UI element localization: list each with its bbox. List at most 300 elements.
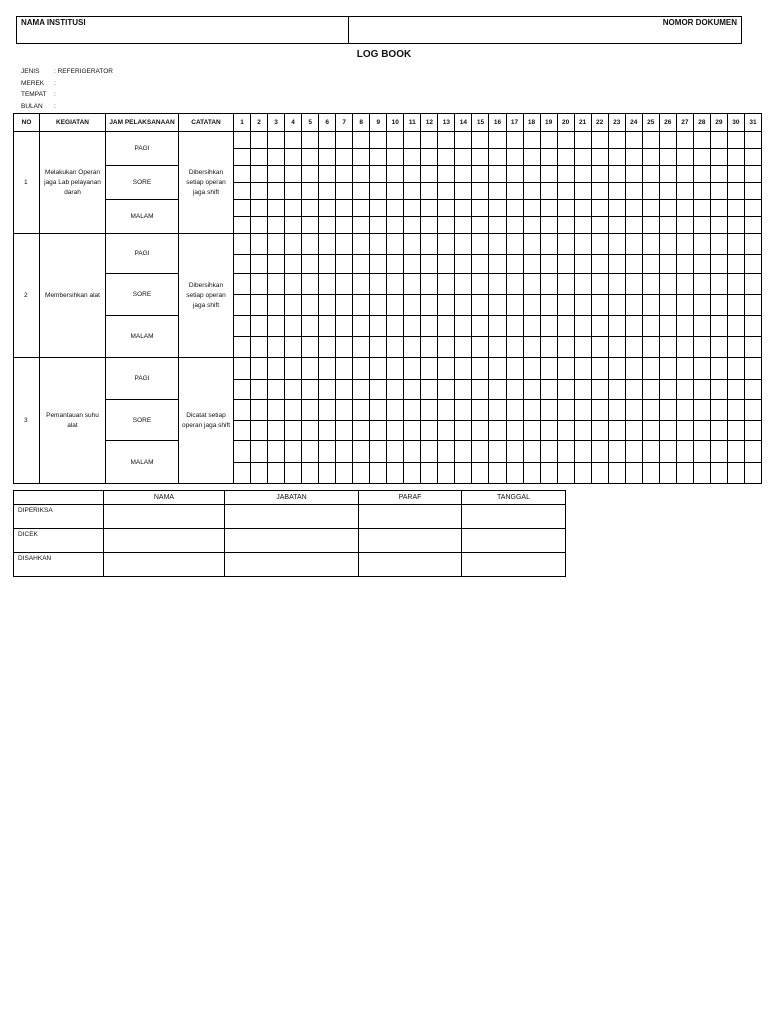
- log-entry-cell[interactable]: [336, 358, 353, 380]
- log-entry-cell[interactable]: [234, 183, 251, 200]
- log-entry-cell[interactable]: [336, 234, 353, 255]
- log-entry-cell[interactable]: [659, 441, 676, 463]
- log-entry-cell[interactable]: [251, 337, 268, 358]
- log-entry-cell[interactable]: [302, 441, 319, 463]
- log-entry-cell[interactable]: [472, 380, 489, 400]
- log-entry-cell[interactable]: [693, 132, 710, 149]
- log-entry-cell[interactable]: [370, 463, 387, 484]
- log-entry-cell[interactable]: [727, 441, 744, 463]
- log-entry-cell[interactable]: [234, 463, 251, 484]
- log-entry-cell[interactable]: [438, 421, 455, 441]
- log-entry-cell[interactable]: [404, 316, 421, 337]
- log-entry-cell[interactable]: [285, 400, 302, 421]
- log-entry-cell[interactable]: [404, 149, 421, 166]
- log-entry-cell[interactable]: [625, 255, 642, 274]
- log-entry-cell[interactable]: [557, 358, 574, 380]
- log-entry-cell[interactable]: [591, 358, 608, 380]
- log-entry-cell[interactable]: [591, 166, 608, 183]
- log-entry-cell[interactable]: [319, 316, 336, 337]
- log-entry-cell[interactable]: [285, 358, 302, 380]
- log-entry-cell[interactable]: [251, 255, 268, 274]
- log-entry-cell[interactable]: [574, 132, 591, 149]
- log-entry-cell[interactable]: [421, 217, 438, 234]
- log-entry-cell[interactable]: [472, 400, 489, 421]
- log-entry-cell[interactable]: [370, 217, 387, 234]
- log-entry-cell[interactable]: [574, 234, 591, 255]
- log-entry-cell[interactable]: [387, 295, 404, 316]
- log-entry-cell[interactable]: [540, 337, 557, 358]
- log-entry-cell[interactable]: [472, 234, 489, 255]
- log-entry-cell[interactable]: [676, 255, 693, 274]
- log-entry-cell[interactable]: [285, 200, 302, 217]
- log-entry-cell[interactable]: [251, 421, 268, 441]
- log-entry-cell[interactable]: [438, 217, 455, 234]
- log-entry-cell[interactable]: [727, 400, 744, 421]
- log-entry-cell[interactable]: [387, 200, 404, 217]
- log-entry-cell[interactable]: [387, 380, 404, 400]
- log-entry-cell[interactable]: [642, 316, 659, 337]
- log-entry-cell[interactable]: [625, 441, 642, 463]
- log-entry-cell[interactable]: [523, 337, 540, 358]
- log-entry-cell[interactable]: [625, 166, 642, 183]
- log-entry-cell[interactable]: [676, 358, 693, 380]
- log-entry-cell[interactable]: [438, 441, 455, 463]
- log-entry-cell[interactable]: [370, 380, 387, 400]
- signature-entry-cell[interactable]: [225, 505, 359, 529]
- log-entry-cell[interactable]: [353, 217, 370, 234]
- log-entry-cell[interactable]: [234, 337, 251, 358]
- log-entry-cell[interactable]: [540, 234, 557, 255]
- log-entry-cell[interactable]: [455, 274, 472, 295]
- log-entry-cell[interactable]: [744, 421, 761, 441]
- log-entry-cell[interactable]: [693, 274, 710, 295]
- log-entry-cell[interactable]: [523, 463, 540, 484]
- log-entry-cell[interactable]: [404, 183, 421, 200]
- signature-entry-cell[interactable]: [462, 553, 566, 577]
- log-entry-cell[interactable]: [489, 255, 506, 274]
- log-entry-cell[interactable]: [676, 337, 693, 358]
- log-entry-cell[interactable]: [693, 337, 710, 358]
- log-entry-cell[interactable]: [574, 441, 591, 463]
- log-entry-cell[interactable]: [659, 132, 676, 149]
- log-entry-cell[interactable]: [659, 234, 676, 255]
- log-entry-cell[interactable]: [608, 255, 625, 274]
- log-entry-cell[interactable]: [472, 132, 489, 149]
- log-entry-cell[interactable]: [574, 421, 591, 441]
- log-entry-cell[interactable]: [302, 255, 319, 274]
- log-entry-cell[interactable]: [438, 358, 455, 380]
- log-entry-cell[interactable]: [608, 166, 625, 183]
- log-entry-cell[interactable]: [557, 132, 574, 149]
- log-entry-cell[interactable]: [642, 463, 659, 484]
- log-entry-cell[interactable]: [744, 380, 761, 400]
- log-entry-cell[interactable]: [285, 255, 302, 274]
- log-entry-cell[interactable]: [421, 295, 438, 316]
- log-entry-cell[interactable]: [319, 200, 336, 217]
- log-entry-cell[interactable]: [557, 255, 574, 274]
- log-entry-cell[interactable]: [421, 400, 438, 421]
- log-entry-cell[interactable]: [506, 200, 523, 217]
- log-entry-cell[interactable]: [557, 337, 574, 358]
- log-entry-cell[interactable]: [693, 295, 710, 316]
- log-entry-cell[interactable]: [302, 217, 319, 234]
- log-entry-cell[interactable]: [302, 149, 319, 166]
- log-entry-cell[interactable]: [727, 421, 744, 441]
- log-entry-cell[interactable]: [319, 463, 336, 484]
- log-entry-cell[interactable]: [591, 274, 608, 295]
- log-entry-cell[interactable]: [642, 183, 659, 200]
- log-entry-cell[interactable]: [489, 400, 506, 421]
- log-entry-cell[interactable]: [693, 421, 710, 441]
- log-entry-cell[interactable]: [472, 441, 489, 463]
- log-entry-cell[interactable]: [336, 337, 353, 358]
- log-entry-cell[interactable]: [744, 234, 761, 255]
- log-entry-cell[interactable]: [268, 274, 285, 295]
- log-entry-cell[interactable]: [404, 295, 421, 316]
- log-entry-cell[interactable]: [506, 358, 523, 380]
- log-entry-cell[interactable]: [608, 337, 625, 358]
- log-entry-cell[interactable]: [489, 441, 506, 463]
- log-entry-cell[interactable]: [285, 274, 302, 295]
- log-entry-cell[interactable]: [336, 200, 353, 217]
- log-entry-cell[interactable]: [540, 183, 557, 200]
- log-entry-cell[interactable]: [710, 183, 727, 200]
- log-entry-cell[interactable]: [438, 149, 455, 166]
- log-entry-cell[interactable]: [438, 200, 455, 217]
- log-entry-cell[interactable]: [387, 183, 404, 200]
- log-entry-cell[interactable]: [387, 234, 404, 255]
- log-entry-cell[interactable]: [591, 255, 608, 274]
- log-entry-cell[interactable]: [642, 217, 659, 234]
- log-entry-cell[interactable]: [336, 217, 353, 234]
- log-entry-cell[interactable]: [625, 295, 642, 316]
- log-entry-cell[interactable]: [336, 380, 353, 400]
- log-entry-cell[interactable]: [540, 149, 557, 166]
- log-entry-cell[interactable]: [251, 234, 268, 255]
- log-entry-cell[interactable]: [319, 358, 336, 380]
- log-entry-cell[interactable]: [710, 463, 727, 484]
- log-entry-cell[interactable]: [438, 274, 455, 295]
- log-entry-cell[interactable]: [625, 463, 642, 484]
- log-entry-cell[interactable]: [268, 295, 285, 316]
- log-entry-cell[interactable]: [540, 255, 557, 274]
- log-entry-cell[interactable]: [489, 166, 506, 183]
- log-entry-cell[interactable]: [693, 400, 710, 421]
- log-entry-cell[interactable]: [353, 421, 370, 441]
- log-entry-cell[interactable]: [642, 421, 659, 441]
- log-entry-cell[interactable]: [642, 380, 659, 400]
- log-entry-cell[interactable]: [710, 217, 727, 234]
- log-entry-cell[interactable]: [540, 295, 557, 316]
- log-entry-cell[interactable]: [319, 400, 336, 421]
- log-entry-cell[interactable]: [455, 380, 472, 400]
- log-entry-cell[interactable]: [336, 400, 353, 421]
- log-entry-cell[interactable]: [625, 234, 642, 255]
- log-entry-cell[interactable]: [285, 183, 302, 200]
- log-entry-cell[interactable]: [353, 132, 370, 149]
- log-entry-cell[interactable]: [353, 234, 370, 255]
- log-entry-cell[interactable]: [625, 274, 642, 295]
- log-entry-cell[interactable]: [268, 255, 285, 274]
- log-entry-cell[interactable]: [319, 132, 336, 149]
- log-entry-cell[interactable]: [319, 166, 336, 183]
- log-entry-cell[interactable]: [370, 183, 387, 200]
- log-entry-cell[interactable]: [234, 200, 251, 217]
- log-entry-cell[interactable]: [744, 166, 761, 183]
- log-entry-cell[interactable]: [625, 183, 642, 200]
- log-entry-cell[interactable]: [268, 234, 285, 255]
- log-entry-cell[interactable]: [268, 316, 285, 337]
- log-entry-cell[interactable]: [404, 421, 421, 441]
- log-entry-cell[interactable]: [336, 274, 353, 295]
- log-entry-cell[interactable]: [523, 358, 540, 380]
- log-entry-cell[interactable]: [302, 421, 319, 441]
- log-entry-cell[interactable]: [625, 200, 642, 217]
- log-entry-cell[interactable]: [285, 295, 302, 316]
- log-entry-cell[interactable]: [727, 316, 744, 337]
- log-entry-cell[interactable]: [302, 200, 319, 217]
- log-entry-cell[interactable]: [523, 380, 540, 400]
- log-entry-cell[interactable]: [693, 255, 710, 274]
- log-entry-cell[interactable]: [234, 421, 251, 441]
- log-entry-cell[interactable]: [710, 441, 727, 463]
- log-entry-cell[interactable]: [268, 149, 285, 166]
- log-entry-cell[interactable]: [574, 295, 591, 316]
- log-entry-cell[interactable]: [421, 183, 438, 200]
- log-entry-cell[interactable]: [421, 274, 438, 295]
- signature-entry-cell[interactable]: [359, 505, 462, 529]
- log-entry-cell[interactable]: [506, 400, 523, 421]
- log-entry-cell[interactable]: [710, 421, 727, 441]
- log-entry-cell[interactable]: [438, 463, 455, 484]
- log-entry-cell[interactable]: [676, 421, 693, 441]
- log-entry-cell[interactable]: [268, 183, 285, 200]
- log-entry-cell[interactable]: [727, 166, 744, 183]
- log-entry-cell[interactable]: [285, 463, 302, 484]
- log-entry-cell[interactable]: [336, 316, 353, 337]
- log-entry-cell[interactable]: [438, 183, 455, 200]
- log-entry-cell[interactable]: [625, 316, 642, 337]
- log-entry-cell[interactable]: [489, 217, 506, 234]
- log-entry-cell[interactable]: [234, 217, 251, 234]
- log-entry-cell[interactable]: [676, 166, 693, 183]
- log-entry-cell[interactable]: [659, 255, 676, 274]
- log-entry-cell[interactable]: [302, 380, 319, 400]
- log-entry-cell[interactable]: [727, 463, 744, 484]
- log-entry-cell[interactable]: [506, 149, 523, 166]
- log-entry-cell[interactable]: [676, 380, 693, 400]
- log-entry-cell[interactable]: [642, 358, 659, 380]
- log-entry-cell[interactable]: [251, 166, 268, 183]
- log-entry-cell[interactable]: [387, 132, 404, 149]
- log-entry-cell[interactable]: [523, 255, 540, 274]
- log-entry-cell[interactable]: [693, 441, 710, 463]
- log-entry-cell[interactable]: [438, 337, 455, 358]
- log-entry-cell[interactable]: [438, 295, 455, 316]
- log-entry-cell[interactable]: [574, 337, 591, 358]
- log-entry-cell[interactable]: [404, 217, 421, 234]
- log-entry-cell[interactable]: [472, 358, 489, 380]
- log-entry-cell[interactable]: [251, 200, 268, 217]
- log-entry-cell[interactable]: [591, 316, 608, 337]
- log-entry-cell[interactable]: [472, 200, 489, 217]
- log-entry-cell[interactable]: [234, 166, 251, 183]
- log-entry-cell[interactable]: [404, 441, 421, 463]
- log-entry-cell[interactable]: [557, 234, 574, 255]
- log-entry-cell[interactable]: [285, 421, 302, 441]
- log-entry-cell[interactable]: [285, 217, 302, 234]
- log-entry-cell[interactable]: [234, 441, 251, 463]
- log-entry-cell[interactable]: [251, 400, 268, 421]
- log-entry-cell[interactable]: [523, 295, 540, 316]
- log-entry-cell[interactable]: [506, 132, 523, 149]
- signature-entry-cell[interactable]: [225, 529, 359, 553]
- log-entry-cell[interactable]: [234, 132, 251, 149]
- log-entry-cell[interactable]: [387, 337, 404, 358]
- log-entry-cell[interactable]: [438, 380, 455, 400]
- log-entry-cell[interactable]: [557, 295, 574, 316]
- log-entry-cell[interactable]: [302, 337, 319, 358]
- log-entry-cell[interactable]: [642, 295, 659, 316]
- log-entry-cell[interactable]: [319, 183, 336, 200]
- log-entry-cell[interactable]: [710, 316, 727, 337]
- log-entry-cell[interactable]: [489, 274, 506, 295]
- log-entry-cell[interactable]: [591, 132, 608, 149]
- log-entry-cell[interactable]: [319, 295, 336, 316]
- log-entry-cell[interactable]: [370, 295, 387, 316]
- log-entry-cell[interactable]: [370, 200, 387, 217]
- log-entry-cell[interactable]: [659, 316, 676, 337]
- log-entry-cell[interactable]: [472, 149, 489, 166]
- log-entry-cell[interactable]: [591, 463, 608, 484]
- log-entry-cell[interactable]: [710, 149, 727, 166]
- log-entry-cell[interactable]: [625, 400, 642, 421]
- log-entry-cell[interactable]: [727, 132, 744, 149]
- log-entry-cell[interactable]: [370, 358, 387, 380]
- log-entry-cell[interactable]: [625, 149, 642, 166]
- log-entry-cell[interactable]: [438, 132, 455, 149]
- log-entry-cell[interactable]: [336, 149, 353, 166]
- log-entry-cell[interactable]: [404, 132, 421, 149]
- log-entry-cell[interactable]: [455, 400, 472, 421]
- log-entry-cell[interactable]: [540, 166, 557, 183]
- log-entry-cell[interactable]: [455, 441, 472, 463]
- log-entry-cell[interactable]: [234, 358, 251, 380]
- log-entry-cell[interactable]: [693, 149, 710, 166]
- log-entry-cell[interactable]: [506, 255, 523, 274]
- log-entry-cell[interactable]: [353, 441, 370, 463]
- log-entry-cell[interactable]: [336, 441, 353, 463]
- log-entry-cell[interactable]: [727, 337, 744, 358]
- log-entry-cell[interactable]: [421, 337, 438, 358]
- log-entry-cell[interactable]: [523, 234, 540, 255]
- log-entry-cell[interactable]: [353, 274, 370, 295]
- log-entry-cell[interactable]: [336, 183, 353, 200]
- log-entry-cell[interactable]: [642, 200, 659, 217]
- log-entry-cell[interactable]: [540, 421, 557, 441]
- log-entry-cell[interactable]: [336, 255, 353, 274]
- log-entry-cell[interactable]: [370, 337, 387, 358]
- log-entry-cell[interactable]: [302, 295, 319, 316]
- log-entry-cell[interactable]: [421, 132, 438, 149]
- log-entry-cell[interactable]: [251, 380, 268, 400]
- log-entry-cell[interactable]: [455, 234, 472, 255]
- log-entry-cell[interactable]: [574, 255, 591, 274]
- log-entry-cell[interactable]: [557, 149, 574, 166]
- log-entry-cell[interactable]: [676, 316, 693, 337]
- log-entry-cell[interactable]: [387, 316, 404, 337]
- log-entry-cell[interactable]: [387, 463, 404, 484]
- log-entry-cell[interactable]: [370, 400, 387, 421]
- log-entry-cell[interactable]: [625, 337, 642, 358]
- log-entry-cell[interactable]: [472, 166, 489, 183]
- log-entry-cell[interactable]: [472, 463, 489, 484]
- log-entry-cell[interactable]: [676, 183, 693, 200]
- log-entry-cell[interactable]: [370, 316, 387, 337]
- log-entry-cell[interactable]: [744, 183, 761, 200]
- log-entry-cell[interactable]: [693, 166, 710, 183]
- log-entry-cell[interactable]: [455, 295, 472, 316]
- log-entry-cell[interactable]: [506, 217, 523, 234]
- log-entry-cell[interactable]: [489, 234, 506, 255]
- log-entry-cell[interactable]: [336, 166, 353, 183]
- log-entry-cell[interactable]: [421, 463, 438, 484]
- log-entry-cell[interactable]: [472, 295, 489, 316]
- log-entry-cell[interactable]: [557, 166, 574, 183]
- log-entry-cell[interactable]: [744, 400, 761, 421]
- log-entry-cell[interactable]: [455, 149, 472, 166]
- log-entry-cell[interactable]: [693, 234, 710, 255]
- log-entry-cell[interactable]: [608, 316, 625, 337]
- log-entry-cell[interactable]: [404, 274, 421, 295]
- log-entry-cell[interactable]: [234, 234, 251, 255]
- log-entry-cell[interactable]: [489, 337, 506, 358]
- log-entry-cell[interactable]: [693, 183, 710, 200]
- log-entry-cell[interactable]: [336, 295, 353, 316]
- log-entry-cell[interactable]: [540, 132, 557, 149]
- log-entry-cell[interactable]: [676, 274, 693, 295]
- log-entry-cell[interactable]: [302, 274, 319, 295]
- log-entry-cell[interactable]: [506, 234, 523, 255]
- log-entry-cell[interactable]: [489, 183, 506, 200]
- log-entry-cell[interactable]: [370, 234, 387, 255]
- log-entry-cell[interactable]: [574, 274, 591, 295]
- log-entry-cell[interactable]: [285, 316, 302, 337]
- log-entry-cell[interactable]: [727, 183, 744, 200]
- log-entry-cell[interactable]: [302, 183, 319, 200]
- log-entry-cell[interactable]: [659, 274, 676, 295]
- log-entry-cell[interactable]: [268, 132, 285, 149]
- log-entry-cell[interactable]: [387, 358, 404, 380]
- log-entry-cell[interactable]: [523, 217, 540, 234]
- log-entry-cell[interactable]: [387, 149, 404, 166]
- log-entry-cell[interactable]: [591, 380, 608, 400]
- log-entry-cell[interactable]: [506, 274, 523, 295]
- log-entry-cell[interactable]: [523, 166, 540, 183]
- log-entry-cell[interactable]: [540, 358, 557, 380]
- log-entry-cell[interactable]: [319, 217, 336, 234]
- log-entry-cell[interactable]: [727, 295, 744, 316]
- log-entry-cell[interactable]: [523, 183, 540, 200]
- log-entry-cell[interactable]: [727, 149, 744, 166]
- log-entry-cell[interactable]: [455, 132, 472, 149]
- log-entry-cell[interactable]: [523, 400, 540, 421]
- log-entry-cell[interactable]: [370, 132, 387, 149]
- log-entry-cell[interactable]: [387, 400, 404, 421]
- log-entry-cell[interactable]: [659, 337, 676, 358]
- log-entry-cell[interactable]: [727, 358, 744, 380]
- log-entry-cell[interactable]: [319, 380, 336, 400]
